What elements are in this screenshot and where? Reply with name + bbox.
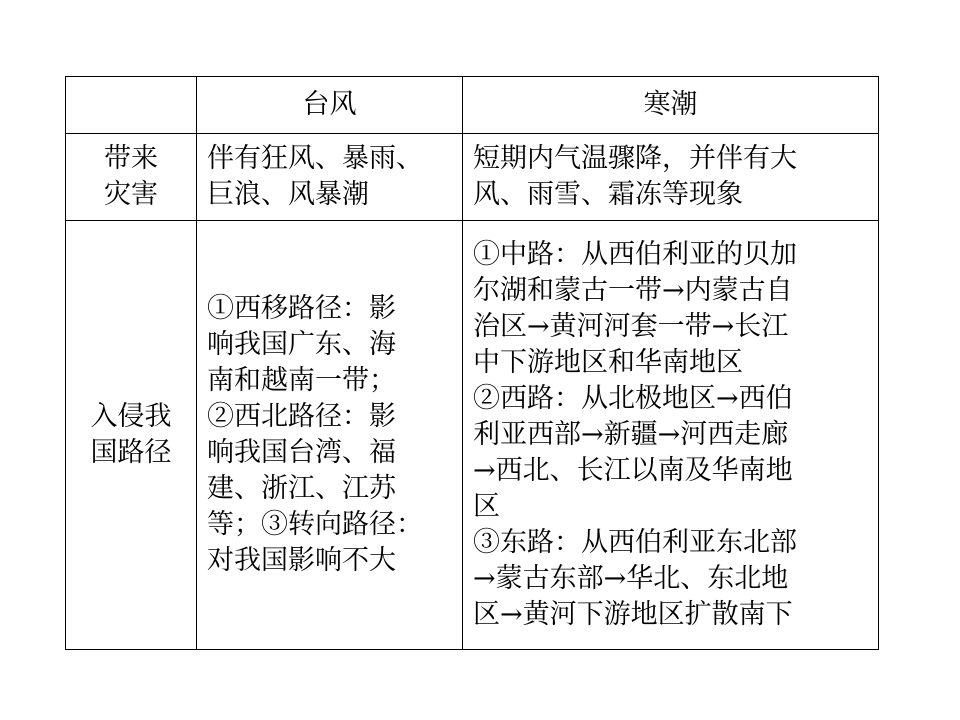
cell-line: →蒙古东部→华北、东北地 [473, 563, 789, 594]
header-corner-cell [66, 77, 197, 134]
cell-line: 风、雨雪、霜冻等现象 [473, 179, 743, 210]
row-disaster [66, 134, 879, 221]
cell-line: 利亚西部→新疆→河西走廊 [473, 419, 789, 450]
row-label-line: 入侵我 [90, 401, 172, 432]
cell-line: 区→黄河下游地区扩散南下 [473, 599, 793, 630]
row-route [66, 221, 879, 650]
row-label-disaster [66, 134, 197, 221]
cell-line: 等；③转向路径： [207, 509, 423, 540]
row-label-line: 灾害 [104, 179, 158, 210]
row-label-line: 国路径 [90, 437, 172, 468]
cell-line: 中下游地区和华南地区 [473, 347, 743, 378]
cell-line: 巨浪、风暴潮 [207, 179, 369, 210]
cell-line: 建、浙江、江苏 [207, 473, 396, 504]
cell-line: 治区→黄河河套一带→长江 [473, 311, 789, 342]
cell-line: 对我国影响不大 [207, 545, 396, 576]
row-label-line: 带来 [104, 143, 158, 174]
cell-coldwave-disaster [463, 134, 879, 221]
cell-typhoon-disaster [197, 134, 463, 221]
cell-line: →西北、长江以南及华南地 [473, 455, 793, 486]
cell-line: 南和越南一带； [207, 365, 396, 396]
cell-line: ③东路：从西伯利亚东北部 [473, 527, 797, 558]
cell-line: 响我国台湾、福 [207, 437, 396, 468]
cell-typhoon-route [197, 221, 463, 650]
cell-line: 伴有狂风、暴雨、 [207, 143, 423, 174]
cell-coldwave-route [463, 221, 879, 650]
comparison-table [65, 76, 879, 650]
row-label-route [66, 221, 197, 650]
header-coldwave: 寒潮 [463, 77, 879, 134]
cell-line: ②西北路径：影 [207, 401, 396, 432]
cell-line: 尔湖和蒙古一带→内蒙古自 [473, 275, 793, 306]
cell-line: ①西移路径：影 [207, 293, 396, 324]
cell-line: ②西路：从北极地区→西伯 [473, 383, 793, 414]
cell-line: ①中路：从西伯利亚的贝加 [473, 239, 797, 270]
cell-line: 短期内气温骤降，并伴有大 [473, 143, 797, 174]
header-row [66, 77, 879, 134]
header-typhoon: 台风 [197, 77, 463, 134]
cell-line: 区 [473, 491, 500, 522]
cell-line: 响我国广东、海 [207, 329, 396, 360]
